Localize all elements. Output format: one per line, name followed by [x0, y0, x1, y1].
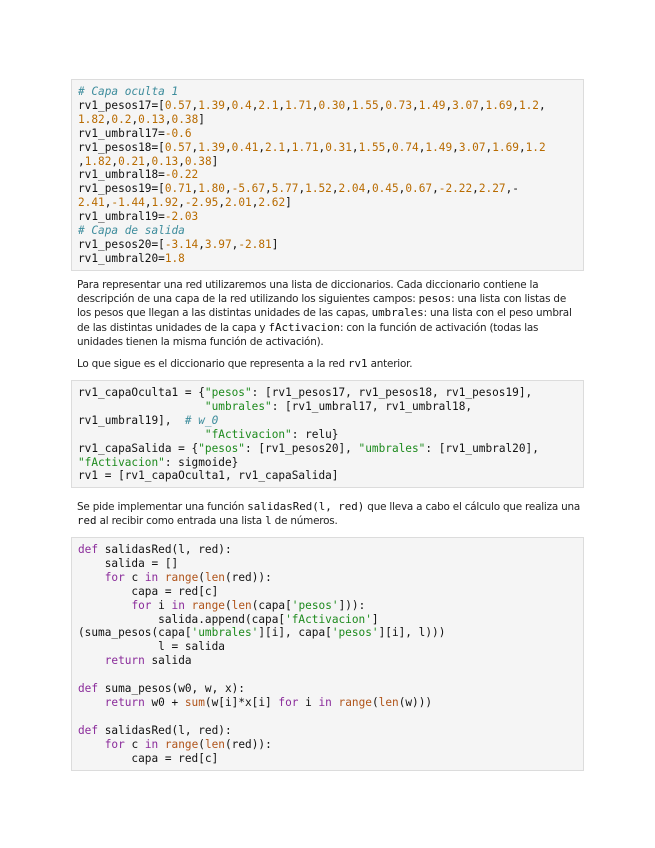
code-token: c: [124, 570, 145, 584]
code-line: [78, 613, 583, 627]
paragraph-diccionario-rv1: [77, 357, 582, 371]
code-line: [78, 141, 583, 155]
code-token: : [rv1_umbral17, rv1_umbral18,: [271, 399, 473, 413]
code-token: 0.45: [371, 182, 399, 196]
code-token: 2.41: [78, 196, 105, 210]
code-token: (: [198, 737, 205, 751]
code-token: ,: [478, 98, 486, 112]
code-token: 2.1: [265, 140, 286, 154]
code-token: 3.07: [458, 140, 486, 154]
code-token: ,: [518, 140, 526, 154]
code-token: ,: [412, 98, 419, 112]
code-token: 2.27: [478, 182, 506, 196]
code-token: ,: [398, 182, 406, 196]
code-token: [158, 571, 165, 584]
code-token: ,: [318, 140, 326, 154]
code-token: # Capa oculta 1: [78, 85, 179, 98]
code-token: 1.80: [198, 182, 225, 196]
code-token: ,: [539, 98, 546, 112]
code-token: ,: [191, 182, 199, 196]
code-token: suma_pesos(w0, w, x):: [98, 682, 245, 696]
code-line: [78, 414, 583, 428]
code-token: for: [131, 598, 152, 612]
code-line: [78, 428, 583, 442]
code-token: sum: [184, 695, 205, 709]
code-token: -2.22: [438, 182, 473, 196]
code-token: rv1_umbral20=: [78, 251, 165, 265]
paragraph-text: que lleva a cabo el cálculo que realiza una: [364, 501, 581, 513]
code-token: ,: [285, 140, 292, 154]
inline-code: red: [77, 514, 97, 528]
paragraph-text: al recibir como entrada una lista: [96, 515, 266, 528]
code-token: salida = []: [78, 556, 179, 570]
code-token: 1.2: [518, 98, 539, 112]
code-token: [158, 738, 165, 751]
code-token: ]: [211, 154, 219, 168]
code-token: ,: [432, 182, 439, 196]
code-token: rv1_umbral17=: [78, 126, 165, 140]
code-token: ,: [144, 154, 152, 168]
code-token: for: [104, 737, 125, 751]
code-token: rv1_pesos17=[: [78, 98, 165, 112]
code-token: ,: [472, 182, 479, 196]
code-line: [78, 469, 583, 483]
code-token: len: [204, 737, 225, 751]
paragraph-representacion-red: [77, 278, 582, 349]
code-token: [78, 400, 205, 413]
code-token: salida: [144, 654, 192, 668]
code-line: [78, 210, 583, 224]
code-token: ,: [265, 182, 272, 196]
code-line: [78, 99, 583, 113]
code-token: 1.49: [425, 140, 453, 154]
code-token: "fActivacion": [204, 427, 292, 441]
code-token: ,: [452, 140, 459, 154]
code-token: 1.39: [198, 98, 225, 112]
code-token: rv1 = [rv1_capaOculta1, rv1_capaSalida]: [78, 469, 339, 483]
code-token: 0.38: [184, 154, 212, 168]
code-token: return: [104, 654, 145, 668]
code-token: [185, 599, 192, 612]
code-token: [78, 654, 105, 667]
code-token: range: [164, 570, 199, 584]
code-token: 0.31: [325, 140, 352, 154]
code-line: [78, 127, 583, 141]
code-token: -2.03: [164, 210, 199, 224]
code-token: # w_0: [184, 413, 219, 427]
code-token: salida.append(capa[: [78, 612, 286, 626]
code-token: 1.71: [291, 140, 319, 154]
code-token: for: [104, 570, 125, 584]
code-token: 1.55: [351, 98, 379, 112]
code-token: (w[i]*x[i]: [204, 695, 279, 709]
code-token: ,: [378, 98, 386, 112]
code-token: 0.21: [118, 154, 145, 168]
code-token: : [rv1_pesos20],: [245, 441, 359, 455]
code-block-diccionario: [71, 380, 584, 488]
code-token: 'pesos': [331, 626, 379, 640]
code-token: ,: [191, 98, 199, 112]
code-token: "umbrales": [358, 441, 426, 455]
code-token: 0.71: [164, 182, 192, 196]
code-line: [78, 442, 583, 456]
code-token: (w))): [398, 695, 433, 709]
code-token: ,: [224, 98, 232, 112]
code-line: [78, 571, 583, 585]
code-token: ,: [251, 98, 259, 112]
code-line: [78, 724, 583, 738]
code-token: range: [164, 737, 199, 751]
code-token: # Capa de salida: [78, 224, 185, 238]
code-token: 1.71: [285, 98, 312, 112]
code-token: len: [231, 598, 252, 612]
code-token: 3.07: [452, 98, 479, 112]
code-token: ,: [311, 98, 319, 112]
code-token: ,: [485, 140, 493, 154]
code-line: [78, 585, 583, 599]
code-token: 0.73: [385, 98, 413, 112]
code-token: [78, 696, 105, 709]
code-line: [78, 196, 583, 210]
code-token: 1.2: [525, 140, 546, 154]
code-token: (: [371, 695, 379, 709]
code-token: len: [204, 570, 225, 584]
code-token: : [rv1_umbral20],: [425, 441, 539, 455]
code-token: rv1_capaOculta1 = {: [78, 386, 205, 399]
code-token: capa = red[c]: [78, 751, 219, 765]
code-line: [78, 738, 583, 752]
code-token: 0.74: [392, 140, 419, 154]
code-token: rv1_umbral19=: [78, 210, 165, 224]
code-token: 1.82: [78, 112, 105, 126]
code-token: 5.77: [271, 182, 299, 196]
code-token: [78, 738, 105, 751]
code-token: 2.04: [338, 182, 366, 196]
code-token: ,: [224, 182, 232, 196]
code-token: rv1_pesos20=[: [78, 237, 165, 251]
code-token: : relu}: [291, 427, 339, 441]
code-token: ,: [512, 98, 519, 112]
code-token: ,: [345, 98, 352, 112]
code-token: 0.4: [231, 98, 252, 112]
code-line: [78, 456, 583, 470]
code-token: in: [144, 737, 159, 751]
paragraph-text: : una lista con el peso umbral de las distintas unidades de la capa y: [77, 307, 572, 334]
code-line: [78, 238, 583, 252]
code-token: def: [78, 682, 99, 696]
code-token: ,: [258, 140, 266, 154]
code-token: ,: [331, 182, 339, 196]
code-token: ,: [191, 140, 199, 154]
code-token: 'pesos': [291, 598, 339, 612]
code-token: -3.14: [164, 237, 199, 251]
code-line: [78, 543, 583, 557]
code-line: [78, 668, 583, 682]
paragraph-text: Se pide implementar una función: [77, 501, 248, 513]
code-token: ,: [298, 182, 306, 196]
code-token: ][i], l))): [378, 626, 446, 640]
code-token: 1.82: [84, 154, 112, 168]
paragraph-text: de números.: [271, 515, 338, 528]
code-token: ,: [178, 196, 185, 210]
code-token: 0.57: [164, 98, 192, 112]
code-token: (suma_pesos(capa[: [78, 626, 192, 640]
code-token: "umbrales": [204, 399, 272, 413]
code-token: [78, 571, 105, 584]
code-token: w0 +: [144, 695, 185, 709]
code-token: 0.67: [405, 182, 433, 196]
code-token: def: [78, 543, 99, 556]
code-token: ]: [371, 612, 379, 626]
code-token: 0.38: [171, 112, 199, 126]
inline-code: l: [265, 514, 272, 528]
code-token: ,: [365, 182, 372, 196]
code-token: ,: [351, 140, 359, 154]
code-line: [78, 640, 583, 654]
code-token: -0.22: [164, 168, 199, 182]
code-line: [78, 599, 583, 613]
code-token: ,: [445, 98, 453, 112]
code-line: [78, 626, 583, 640]
code-line: [78, 654, 583, 668]
code-token: -5.67: [231, 182, 266, 196]
code-token: ,: [278, 98, 286, 112]
code-token: ,: [251, 196, 259, 210]
code-token: ,: [385, 140, 392, 154]
paragraph-text: Lo que sigue es el diccionario que representa a la red: [77, 358, 348, 370]
code-token: ,: [418, 140, 426, 154]
code-token: -2.81: [238, 237, 272, 251]
inline-code: fActivacion: [268, 320, 340, 334]
code-line: [78, 182, 583, 196]
code-line: [78, 252, 583, 266]
code-token: (: [198, 570, 205, 584]
code-token: ]: [198, 112, 205, 126]
code-line: [78, 113, 583, 127]
code-token: ]: [271, 237, 279, 251]
code-token: 'fActivacion': [285, 612, 372, 626]
code-token: capa = red[c]: [78, 584, 219, 598]
code-token: ,: [111, 154, 119, 168]
code-line: [78, 224, 583, 238]
code-token: def: [78, 723, 99, 737]
code-line: [78, 85, 583, 99]
code-token: 0.13: [151, 154, 179, 168]
inline-code: umbrales: [371, 306, 424, 320]
code-token: ,: [104, 112, 112, 126]
code-token: ,: [78, 154, 85, 168]
code-token: ,: [218, 196, 225, 210]
code-token: ,: [131, 112, 139, 126]
code-token: 2.1: [258, 98, 279, 112]
code-token: salidasRed(l, red):: [98, 543, 232, 556]
code-token: ,: [144, 196, 152, 210]
code-token: rv1_umbral19],: [78, 413, 185, 427]
code-token: 0.2: [111, 112, 132, 126]
code-token: -1.44: [111, 196, 145, 210]
code-line: [78, 168, 583, 182]
code-line: [78, 386, 583, 400]
code-token: 1.69: [492, 140, 519, 154]
code-token: 'umbrales': [191, 626, 259, 640]
code-token: 0.13: [138, 112, 165, 126]
code-token: len: [378, 695, 399, 709]
code-token: 1.52: [305, 182, 332, 196]
inline-code: pesos: [418, 292, 452, 306]
code-token: [332, 696, 339, 709]
code-token: c: [124, 737, 145, 751]
paragraph-text: : una lista con listas de los pesos que llegan a las distintas unidades de las capas,: [77, 293, 567, 320]
paragraph-enunciado: [77, 500, 582, 528]
code-token: rv1_capaSalida = {: [78, 441, 199, 455]
code-token: i: [151, 598, 172, 612]
code-token: 0.57: [164, 140, 192, 154]
code-token: (: [224, 598, 232, 612]
code-token: 1.39: [198, 140, 225, 154]
code-token: ])):: [338, 598, 366, 612]
code-token: : sigmoide}: [164, 455, 239, 469]
code-token: (red)):: [225, 737, 272, 751]
code-token: ][i], capa[: [258, 626, 332, 640]
code-token: in: [171, 598, 185, 612]
code-token: rv1_umbral18=: [78, 168, 165, 182]
code-token: for: [278, 695, 299, 709]
paragraph-text: Para representar una red utilizaremos una lista de diccionarios. Cada diccionario contiene la descripción de una capa de la red utilizando los siguientes campos:: [77, 279, 539, 306]
code-token: i: [298, 695, 319, 709]
inline-code: salidasRed(l, red): [247, 500, 365, 513]
code-token: in: [144, 570, 159, 584]
code-token: ]: [285, 196, 292, 210]
code-block-salidasred: [71, 537, 584, 771]
code-token: in: [318, 695, 332, 709]
code-token: 3.97: [204, 237, 232, 251]
code-token: 2.01: [225, 196, 252, 210]
code-token: [78, 428, 205, 441]
code-token: range: [191, 598, 225, 612]
code-token: ,: [178, 154, 185, 168]
code-token: l = salida: [78, 640, 225, 654]
paragraph-text: : con la función de activación (todas las unidades tienen la misma función de activación).: [77, 321, 539, 348]
code-token: return: [104, 695, 145, 709]
code-token: 2.62: [258, 196, 286, 210]
code-line: [78, 557, 583, 571]
code-token: -2.95: [184, 196, 219, 210]
code-line: [78, 752, 583, 766]
code-token: salidasRed(l, red):: [98, 723, 232, 737]
code-token: rv1_pesos19=[: [78, 182, 165, 196]
code-token: "pesos": [204, 386, 252, 399]
code-token: ,: [104, 196, 112, 210]
code-token: 1.55: [358, 140, 386, 154]
code-token: 0.41: [231, 140, 259, 154]
code-token: ,: [231, 237, 239, 251]
code-token: ,: [164, 112, 172, 126]
code-line: [78, 155, 583, 169]
paragraph-text: anterior.: [367, 358, 413, 370]
code-token: (red)):: [225, 570, 272, 584]
inline-code: rv1: [347, 357, 368, 370]
code-token: ,: [224, 140, 232, 154]
code-token: 1.49: [418, 98, 446, 112]
code-token: rv1_pesos18=[: [78, 140, 165, 154]
code-token: [78, 599, 131, 612]
code-line: [78, 710, 583, 724]
code-line: [78, 696, 583, 710]
code-token: "fActivacion": [78, 455, 165, 469]
code-token: "pesos": [198, 441, 245, 455]
code-line: [78, 682, 583, 696]
code-token: 1.92: [151, 196, 179, 210]
code-token: ,: [198, 237, 205, 251]
code-line: [78, 400, 583, 414]
code-token: 0.30: [318, 98, 346, 112]
code-block-capas: [71, 79, 584, 271]
code-token: -0.6: [164, 126, 192, 140]
code-token: 1.69: [485, 98, 513, 112]
code-token: range: [338, 695, 372, 709]
code-token: ,-: [505, 182, 519, 196]
code-token: (capa[: [251, 598, 292, 612]
code-token: 1.8: [164, 251, 185, 265]
code-token: : [rv1_pesos17, rv1_pesos18, rv1_pesos19],: [251, 386, 533, 399]
